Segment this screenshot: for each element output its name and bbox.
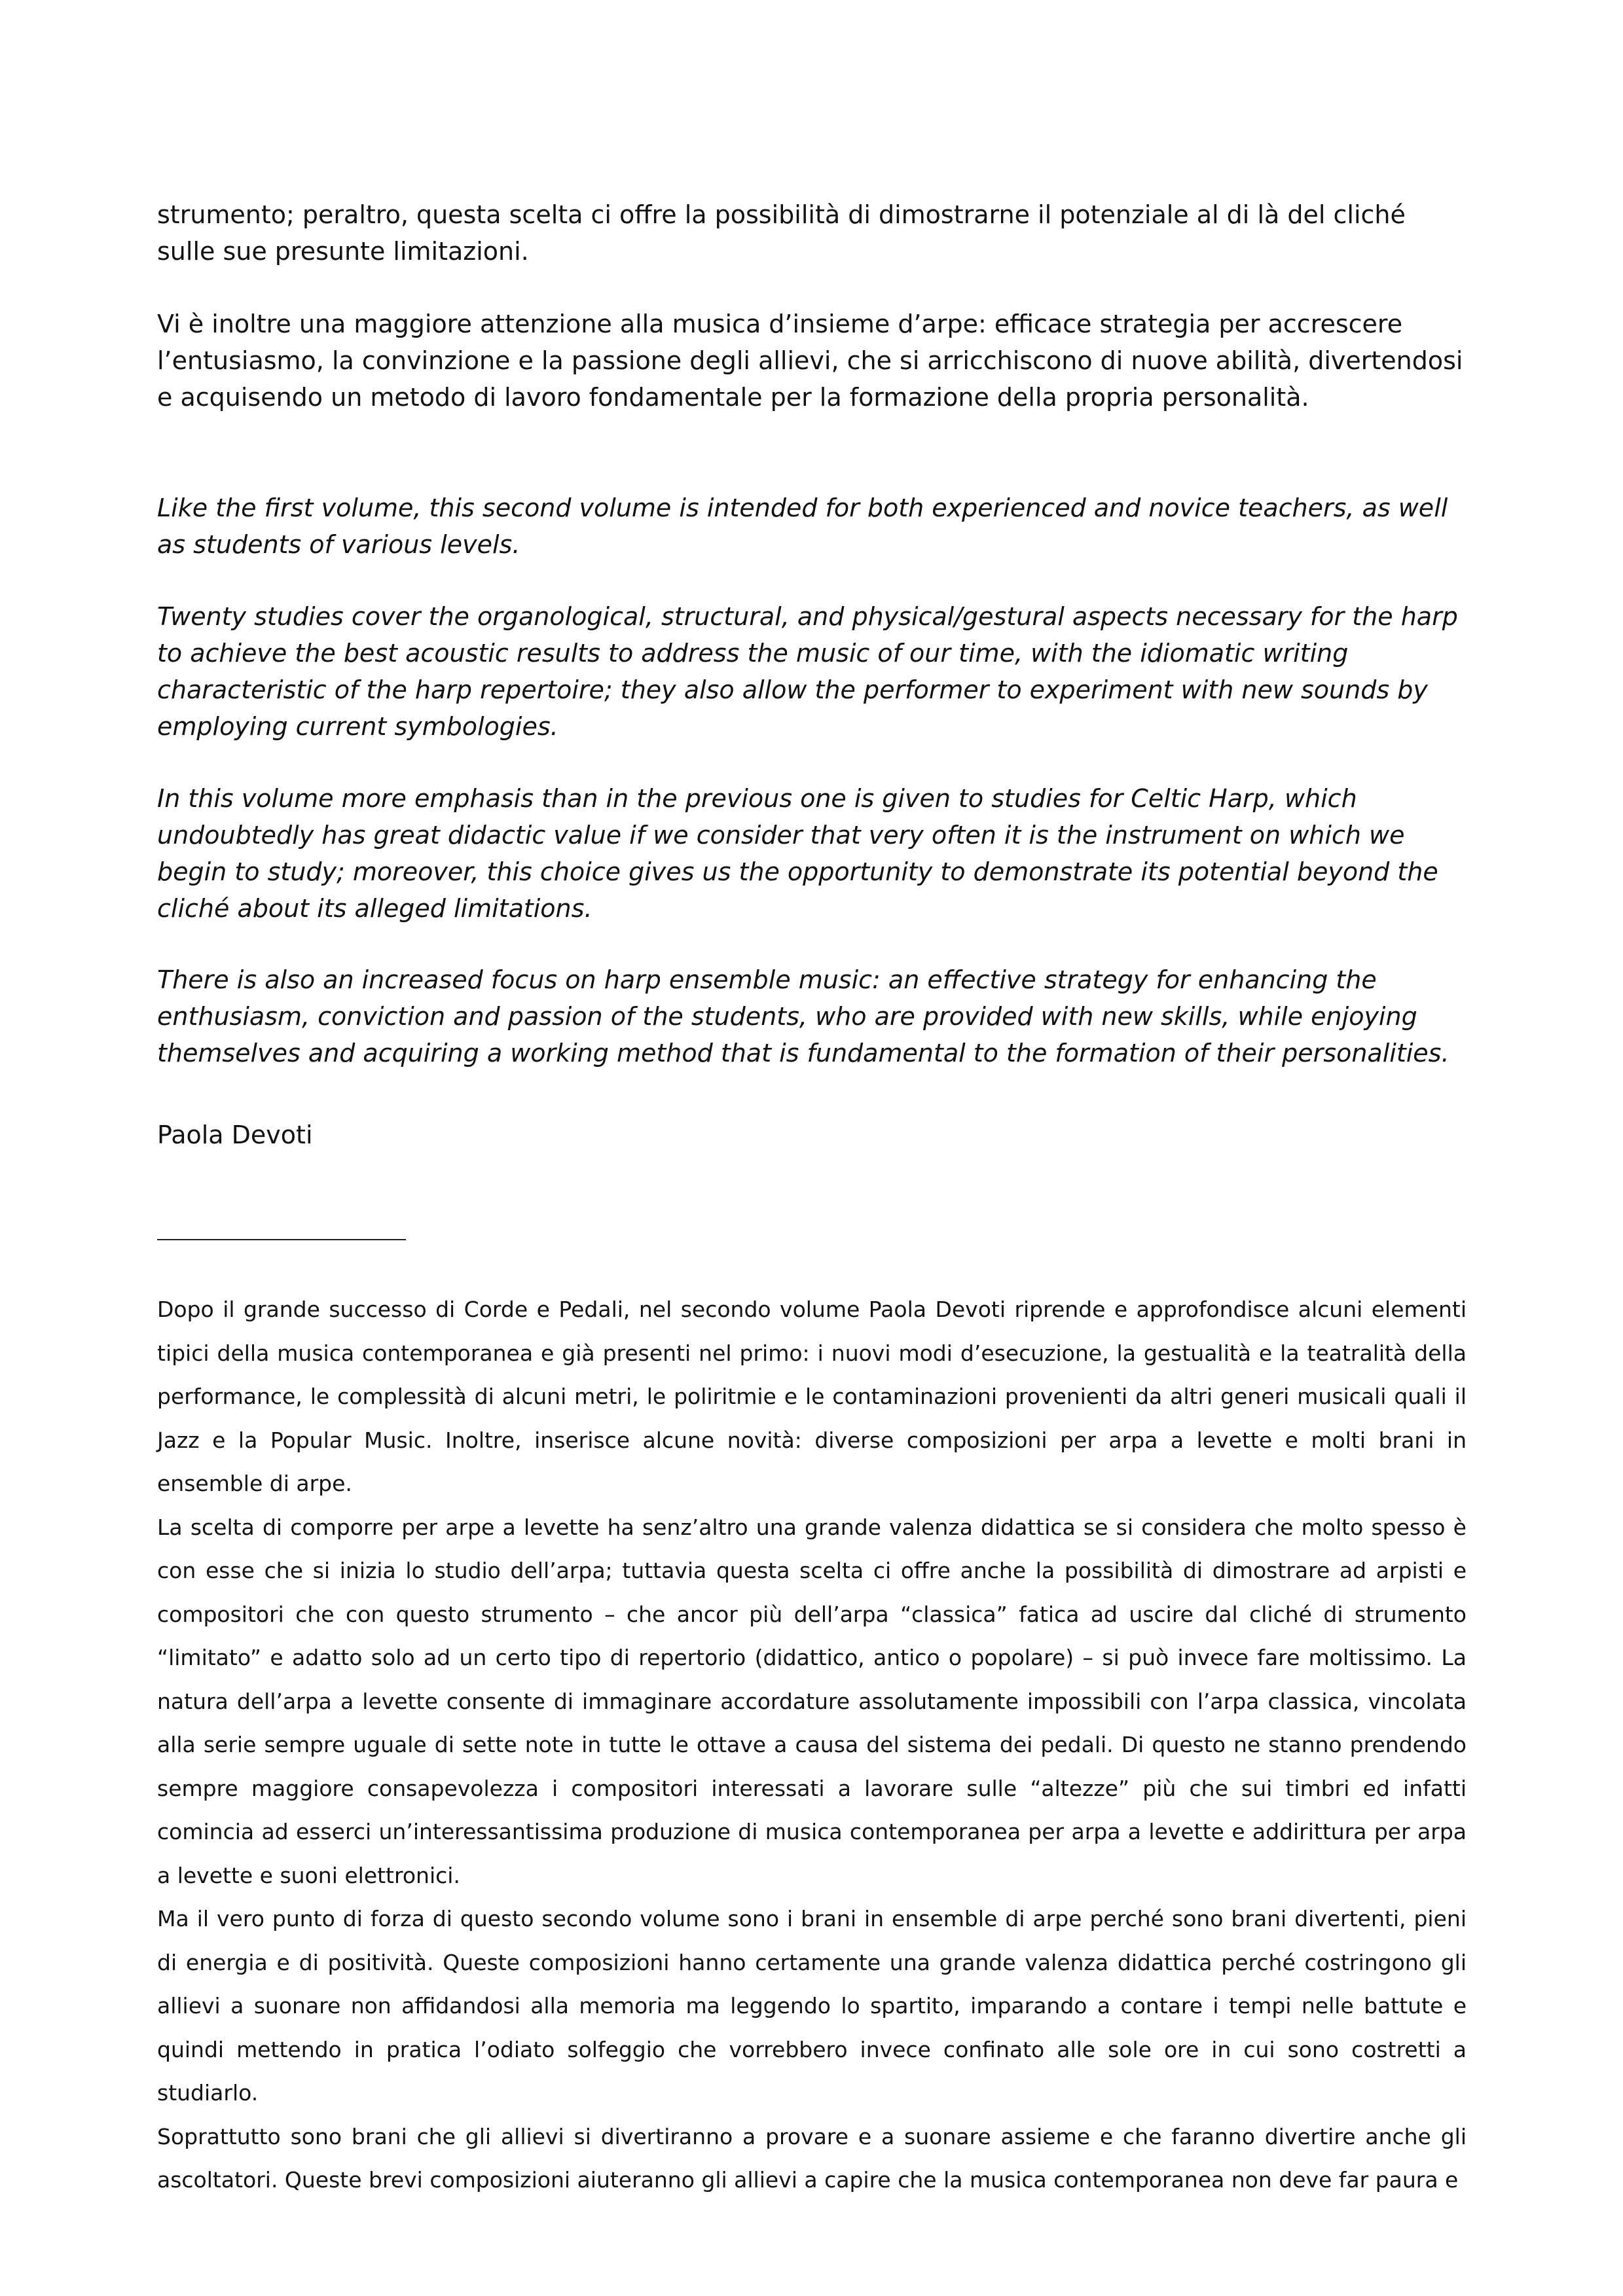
- english-paragraph-3: In this volume more emphasis than in the previous one is given to studies for Celtic Harp, which undoubtedly has great didactic value if we consider that very often it is the instrument on which we begin to study; moreover, this choice gives us the opportunity to demonstrate its potential beyond the cliché about its alleged limitations.: [157, 784, 1438, 923]
- english-paragraph-4: There is also an increased focus on harp ensemble music: an effective strategy for enhancing the enthusiasm, conviction and passion of the students, who are provided with new skills, while enjoying themselves and acquiring a working method that is fundamental to the formation of their personalities.: [157, 965, 1450, 1067]
- review-paragraph-2: La scelta di comporre per arpe a levette ha senz’altro una grande valenza didattica se si considera che molto spesso è con esse che si inizia lo studio dell’arpa; tuttavia questa scelta ci offre anche la possibilità di dimostrare ad arpisti e compositori che con questo strumento – che ancor più dell’arpa “classica” fatica ad uscire dal cliché di strumento “limitato” e adatto solo ad un certo tipo di repertorio (didattico, antico o popolare) – si può invece fare moltissimo. La natura dell’arpa a levette consente di immaginare accordature assolutamente impossibili con l’arpa classica, vincolata alla serie sempre uguale di sette note in tutte le ottave a causa del sistema dei pedali. Di questo ne stanno prendendo sempre maggiore consapevolezza i compositori interessati a lavorare sulle “altezze” più che sui timbri ed infatti comincia ad esserci un’interessantissima produzione di musica contemporanea per arpa a levette e addirittura per arpa a levette e suoni elettronici.: [157, 1514, 1467, 1888]
- review-paragraph-1: Dopo il grande successo di Corde e Pedali, nel secondo volume Paola Devoti riprende e approfondisce alcuni elementi tipici della musica contemporanea e già presenti nel primo: i nuovi modi d’esecuzione, la gestualità e la teatralità della performance, le complessità di alcuni metri, le poliritmie e le contaminazioni provenienti da altri generi musicali quali il Jazz e la Popular Music. Inoltre, inserisce alcune novità: diverse composizioni per arpa a levette e molti brani in ensemble di arpe.: [157, 1297, 1467, 1496]
- review-paragraph-4: Soprattutto sono brani che gli allievi si divertiranno a provare e a suonare assieme e che faranno divertire anche gli ascoltatori. Queste brevi composizioni aiuteranno gli allievi a capire che la musica contemporanea non deve far paura e: [157, 2123, 1467, 2193]
- review-text: [157, 1288, 1467, 2202]
- english-paragraph-2: Twenty studies cover the organological, structural, and physical/gestural aspects necessary for the harp to achieve the best acoustic results to address the music of our time, with the idiomatic writing characteristic of the harp repertoire; they also allow the performer to experiment with new sounds by employing current symbologies.: [157, 602, 1458, 741]
- author-signature: Paola Devoti: [157, 1121, 313, 1149]
- italian-paragraph-1: strumento; peraltro, questa scelta ci offre la possibilità di dimostrarne il potenziale al di là del cliché sulle sue presunte limitazioni.: [157, 200, 1406, 266]
- review-paragraph-3: Ma il vero punto di forza di questo secondo volume sono i brani in ensemble di arpe perché sono brani divertenti, pieni di energia e di positività. Queste composizioni hanno certamente una grande valenza didattica perché costringono gli allievi a suonare non affidandosi alla memoria ma leggendo lo spartito, imparando a contare i tempi nelle battute e quindi mettendo in pratica l’odiato solfeggio che vorrebbero invece confinato alle sole ore in cui sono costretti a studiarlo.: [157, 1906, 1467, 2106]
- english-paragraph-1: Like the first volume, this second volume is intended for both experienced and novice teachers, as well as students of various levels.: [157, 493, 1448, 559]
- italian-paragraph-2: Vi è inoltre una maggiore attenzione alla musica d’insieme d’arpe: efficace strategia per accrescere l’entusiasmo, la convinzione e la passione degli allievi, che si arricchiscono di nuove abilità, divertendosi e acquisendo un metodo di lavoro fondamentale per la formazione della propria personalità.: [157, 310, 1463, 412]
- section-divider: [157, 1239, 406, 1240]
